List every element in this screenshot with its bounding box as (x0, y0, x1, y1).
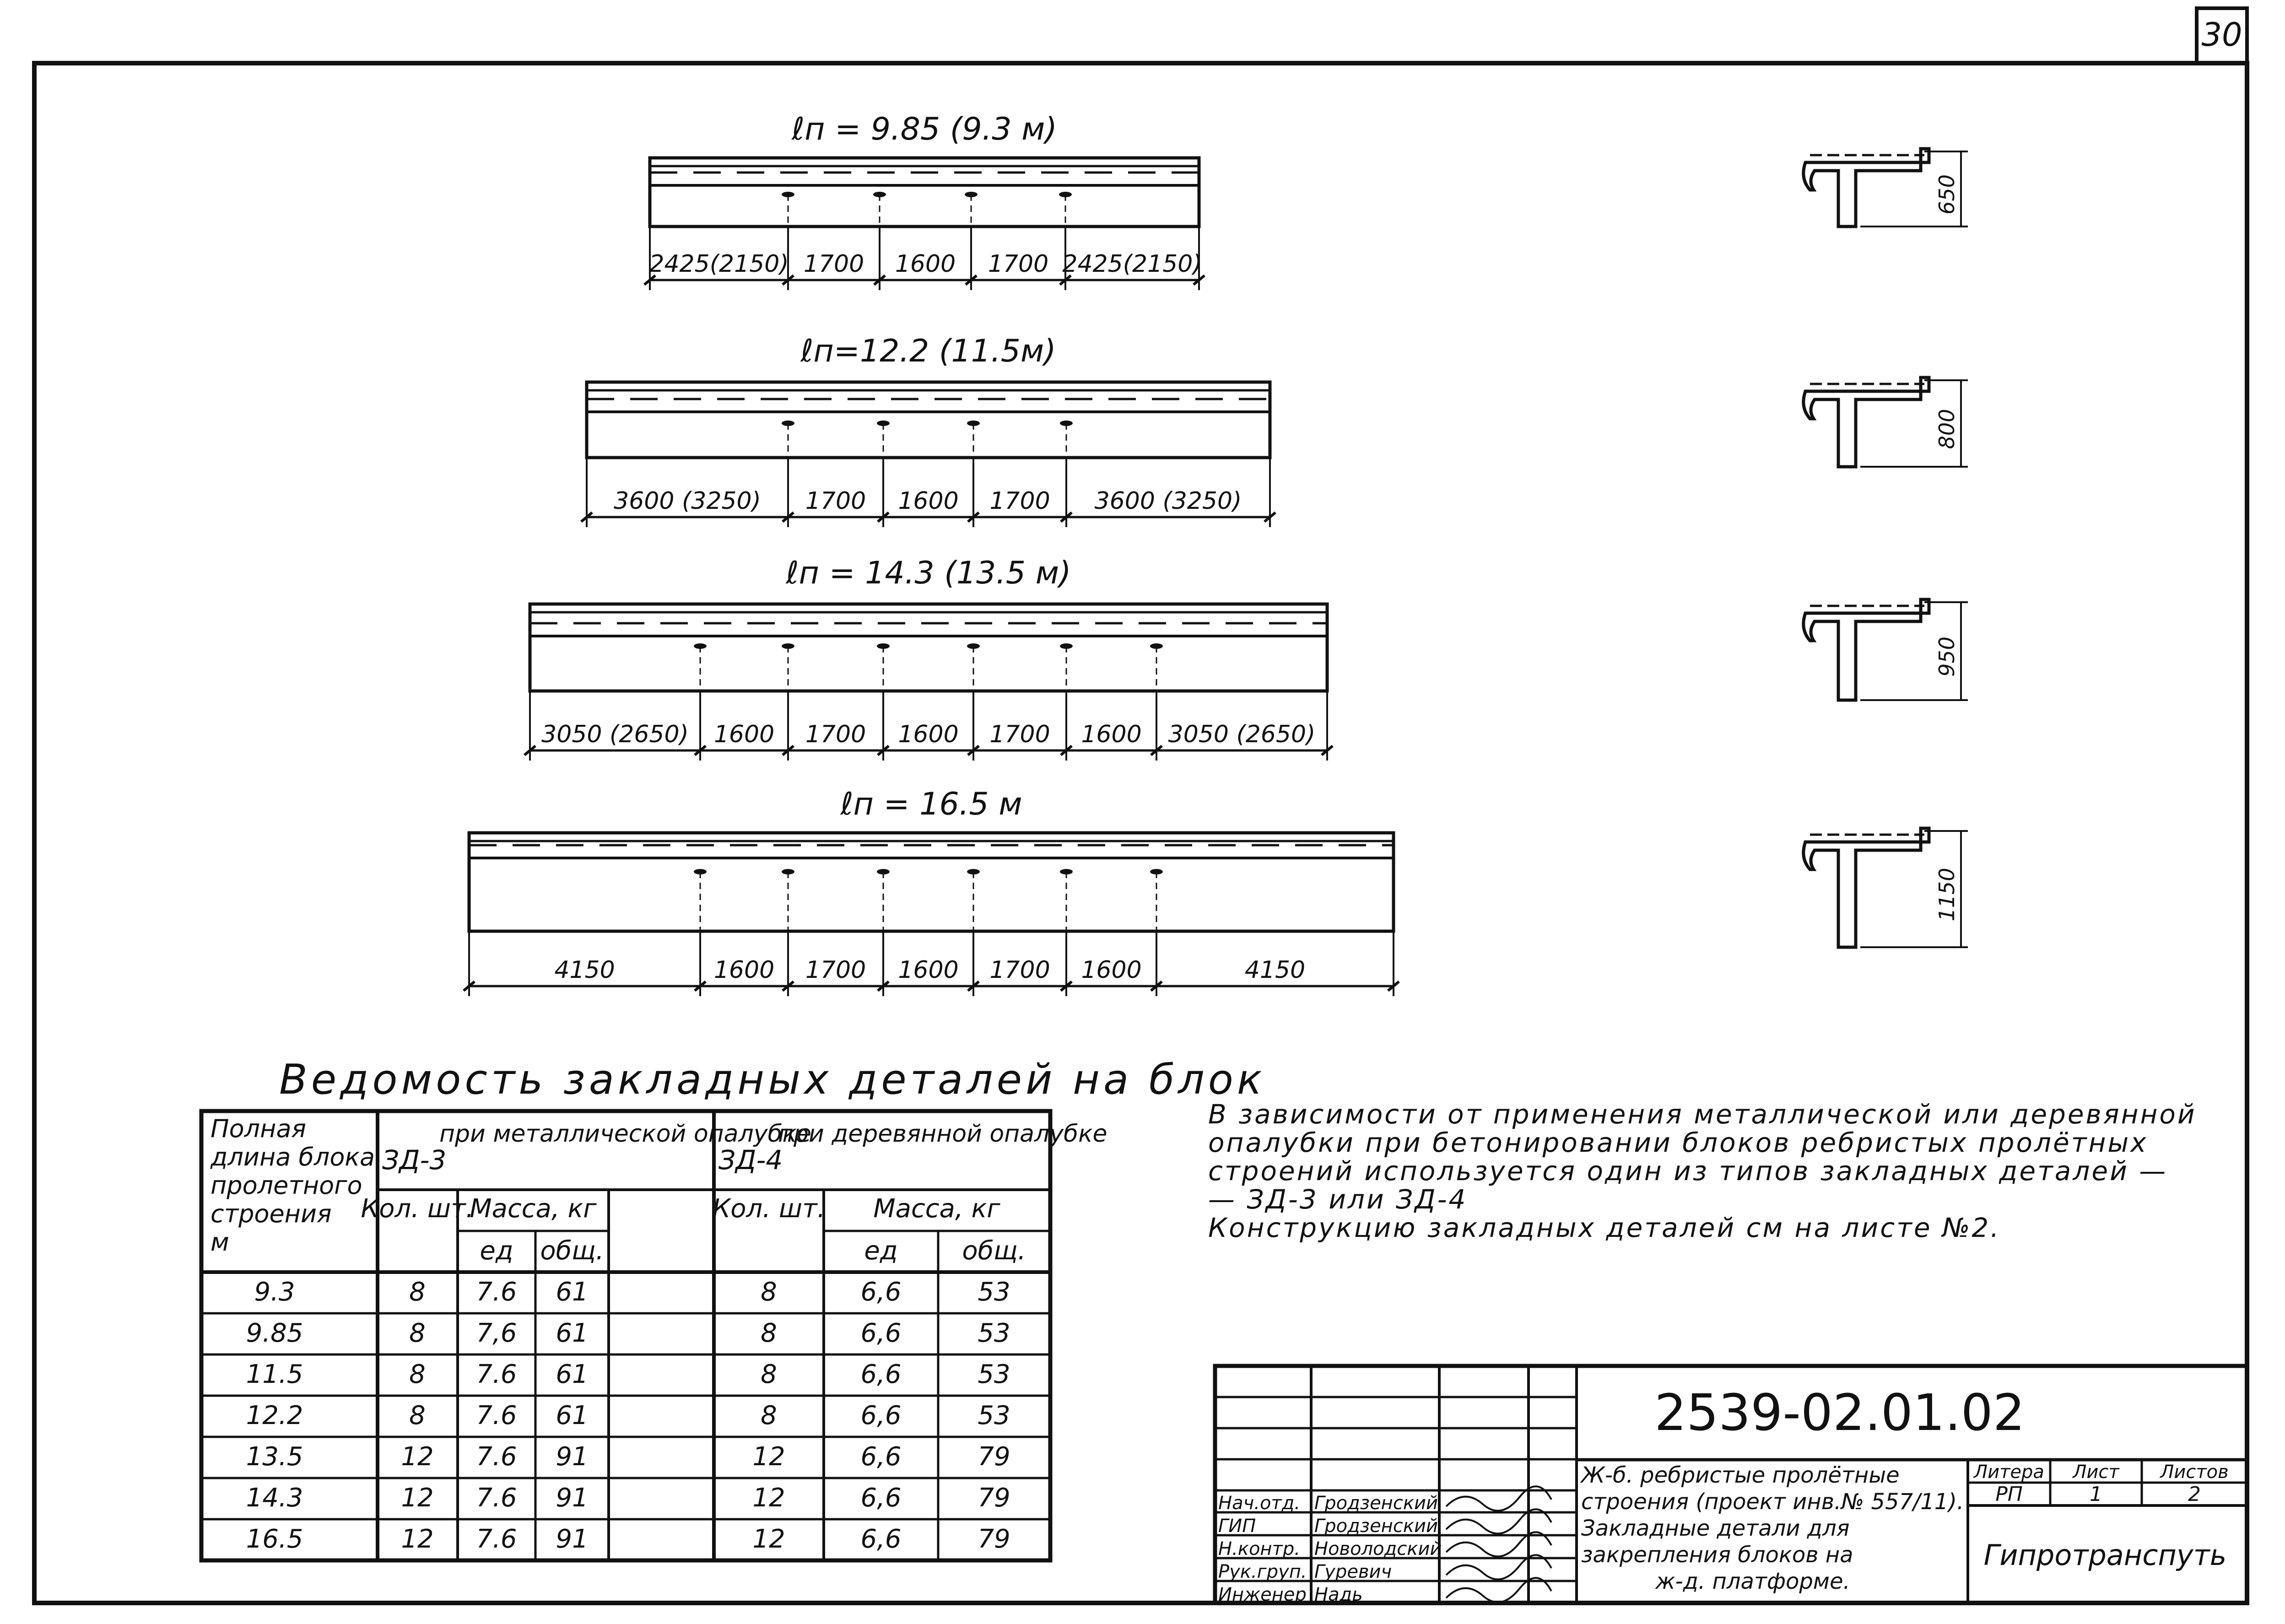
dimension-text: 3600 (3250) (614, 487, 761, 515)
dimension-text: 1700 (805, 487, 866, 515)
table-cell: 16.5 (246, 1524, 303, 1554)
table-cell: 7.6 (476, 1401, 517, 1430)
role-label: Рук.груп. (1218, 1561, 1307, 1582)
general-note (1208, 1099, 2197, 1243)
document-title-line: ж-д. платформе. (1655, 1569, 1850, 1594)
total-header: общ. (962, 1236, 1026, 1266)
note-line: Конструкцию закладных деталей см на листе №2. (1208, 1212, 2001, 1243)
table-cell: 12 (401, 1524, 434, 1554)
section-4 (1804, 828, 1968, 947)
table-cell: 12 (752, 1442, 785, 1472)
total-header: общ. (540, 1236, 604, 1266)
tee-section-outline (1804, 828, 1929, 947)
table-cell: 8 (761, 1360, 777, 1389)
dimension-text: 1600 (895, 250, 956, 278)
table-cell: 12 (752, 1483, 785, 1513)
table-row (201, 1437, 1050, 1472)
beam-title: ℓп = 9.85 (9.3 м) (792, 111, 1057, 147)
table-cell: 6,6 (860, 1483, 902, 1513)
dimension-text: 4150 (554, 956, 615, 984)
beam-title: ℓп = 16.5 м (840, 786, 1022, 822)
header-length-line: м (211, 1228, 229, 1257)
person-name: Гродзенский (1314, 1516, 1438, 1537)
document-title-line: закрепления блоков на (1581, 1542, 1853, 1568)
table-cell: 12.2 (246, 1401, 303, 1430)
dimension-text: 1600 (1081, 721, 1142, 748)
table-cell: 53 (978, 1277, 1010, 1307)
dimension-text: 1600 (898, 487, 959, 515)
dimension-text: 1700 (989, 956, 1050, 984)
beam-cross-sections (1804, 149, 1968, 947)
unit-header: ед (864, 1236, 898, 1266)
table-row (201, 1396, 1050, 1430)
table-cell: 7.6 (476, 1360, 517, 1389)
dimension-text: 1700 (803, 250, 864, 278)
beam-outline (650, 158, 1199, 227)
note-line: строений используется один из типов закладных деталей — (1208, 1155, 2168, 1187)
qty-header: Кол. шт. (712, 1194, 826, 1224)
dimension-text: 1700 (988, 250, 1049, 278)
dimension-text: 1700 (989, 721, 1050, 748)
table-cell: 9.3 (254, 1277, 295, 1307)
header-length-line: строения (211, 1199, 332, 1228)
organization: Гипротранспуть (1983, 1538, 2227, 1572)
dimension-text: 3050 (2650) (1168, 721, 1316, 748)
sheets-label: Листов (2160, 1462, 2229, 1483)
beam-title: ℓп=12.2 (11.5м) (800, 333, 1056, 369)
litera-value: РП (1995, 1483, 2023, 1506)
table-cell: 6,6 (860, 1318, 902, 1348)
dimension-text: 1600 (1081, 956, 1142, 984)
table-cell: 91 (556, 1442, 589, 1472)
dimension-text: 1700 (989, 487, 1050, 515)
table-cell: 79 (978, 1524, 1010, 1554)
mass-header: Масса, кг (873, 1194, 1000, 1224)
group2-code: ЗД-4 (718, 1144, 783, 1176)
unit-header: ед (480, 1236, 513, 1266)
role-label: Нач.отд. (1218, 1493, 1301, 1514)
section-height: 950 (1934, 637, 1959, 677)
sheet-label: Лист (2073, 1462, 2119, 1483)
beam-title: ℓп = 14.3 (13.5 м) (786, 555, 1071, 591)
table-cell: 8 (761, 1318, 777, 1348)
table-cell: 91 (556, 1483, 589, 1513)
embedded-parts-table (0, 0, 1107, 1560)
tee-section-outline (1804, 149, 1929, 227)
table-cell: 13.5 (246, 1442, 303, 1472)
sheets-value: 2 (2188, 1483, 2201, 1506)
beam-outline (587, 382, 1270, 458)
table-cell: 61 (556, 1318, 589, 1348)
table-cell: 6,6 (860, 1277, 902, 1307)
document-title-line: Ж-б. ребристые пролётные (1581, 1462, 1900, 1488)
dimension-text: 2425(2150) (649, 250, 789, 278)
table-cell: 79 (978, 1483, 1010, 1513)
group1-code: ЗД-3 (382, 1144, 447, 1176)
table-cell: 11.5 (246, 1360, 303, 1389)
table-cell: 7.6 (476, 1524, 517, 1554)
dimension-text: 3050 (2650) (541, 721, 689, 748)
tee-section-outline (1804, 378, 1929, 467)
section-3 (1804, 599, 1968, 700)
table-cell: 8 (409, 1277, 426, 1307)
beam-elevations (464, 111, 1399, 996)
dimension-text: 1700 (805, 956, 866, 984)
beam-2 (581, 333, 1275, 527)
tee-section-outline (1804, 599, 1929, 700)
dimension-text: 1600 (713, 956, 775, 984)
header-length-line: Полная (211, 1114, 307, 1143)
beam-4 (464, 786, 1399, 996)
table-row (201, 1313, 1050, 1348)
table-title: Ведомость закладных деталей на блок (279, 1056, 1266, 1104)
table-cell: 53 (978, 1360, 1010, 1389)
group1-label: при металлической опалубке (439, 1120, 811, 1148)
beam-3 (524, 555, 1333, 761)
beam-outline (530, 604, 1327, 691)
beam-1 (644, 111, 1205, 290)
table-row (201, 1519, 1050, 1554)
table-cell: 79 (978, 1442, 1010, 1472)
table-cell: 8 (409, 1360, 426, 1389)
table-cell: 61 (556, 1277, 589, 1307)
sheet-number: 30 (2201, 16, 2242, 54)
table-cell: 8 (409, 1318, 426, 1348)
qty-header: Кол. шт. (361, 1194, 474, 1224)
section-2 (1804, 378, 1968, 467)
document-code: 2539-02.01.02 (1654, 1383, 2025, 1442)
table-row (201, 1478, 1050, 1513)
table-cell: 12 (401, 1483, 434, 1513)
table-cell: 6,6 (860, 1360, 902, 1389)
section-1 (1804, 149, 1968, 227)
dimension-text: 2425(2150) (1062, 250, 1202, 278)
table-cell: 8 (761, 1277, 777, 1307)
section-height: 800 (1934, 409, 1959, 449)
table-cell: 7.6 (476, 1483, 517, 1513)
table-cell: 6,6 (860, 1524, 902, 1554)
dimension-text: 3600 (3250) (1094, 487, 1242, 515)
dimension-text: 1700 (805, 721, 866, 748)
table-row (254, 1277, 1010, 1307)
role-label: Н.контр. (1218, 1538, 1300, 1559)
table-cell: 7.6 (476, 1277, 517, 1307)
litera-label: Литера (1974, 1462, 2044, 1483)
table-cell: 6,6 (860, 1401, 902, 1430)
table-cell: 14.3 (246, 1483, 303, 1513)
person-name: Надь (1314, 1584, 1363, 1605)
person-name: Гродзенский (1314, 1493, 1438, 1514)
table-cell: 6,6 (860, 1442, 902, 1472)
table-cell: 61 (556, 1401, 589, 1430)
table-row (201, 1354, 1050, 1389)
table-cell: 12 (401, 1442, 434, 1472)
dimension-text: 1600 (713, 721, 775, 748)
beam-outline (469, 833, 1394, 931)
table-cell: 7.6 (476, 1442, 517, 1472)
table-cell: 53 (978, 1318, 1010, 1348)
note-line: — ЗД-3 или ЗД-4 (1208, 1184, 1468, 1215)
dimension-text: 1600 (898, 721, 959, 748)
table-cell: 61 (556, 1360, 589, 1389)
table-cell: 7,6 (476, 1318, 517, 1348)
section-height: 1150 (1934, 868, 1959, 922)
note-line: В зависимости от применения металлической или деревянной (1208, 1099, 2197, 1130)
section-height: 650 (1934, 174, 1959, 215)
mass-header: Масса, кг (470, 1194, 597, 1224)
title-block (1215, 1366, 2247, 1605)
header-length-line: пролетного (211, 1171, 362, 1200)
table-cell: 9.85 (246, 1318, 303, 1348)
role-label: Инженер (1218, 1584, 1307, 1605)
document-title-line: строения (проект инв.№ 557/11). (1581, 1489, 1964, 1515)
role-label: ГИП (1218, 1516, 1256, 1537)
table-cell: 91 (556, 1524, 589, 1554)
group2-label: при деревянной опалубке (778, 1120, 1107, 1148)
dimension-text: 1600 (898, 956, 959, 984)
header-length-line: длина блока (211, 1143, 375, 1171)
person-name: Гуревич (1314, 1561, 1392, 1582)
document-title-line: Закладные детали для (1581, 1516, 1850, 1541)
table-cell: 12 (752, 1524, 785, 1554)
note-line: опалубки при бетонировании блоков ребристых пролётных (1208, 1127, 2148, 1158)
person-name: Новолодский (1314, 1538, 1442, 1559)
dimension-text: 4150 (1244, 956, 1306, 984)
sheet-value: 1 (2090, 1483, 2102, 1506)
table-cell: 8 (761, 1401, 777, 1430)
table-cell: 8 (409, 1401, 426, 1430)
table-cell: 53 (978, 1401, 1010, 1430)
